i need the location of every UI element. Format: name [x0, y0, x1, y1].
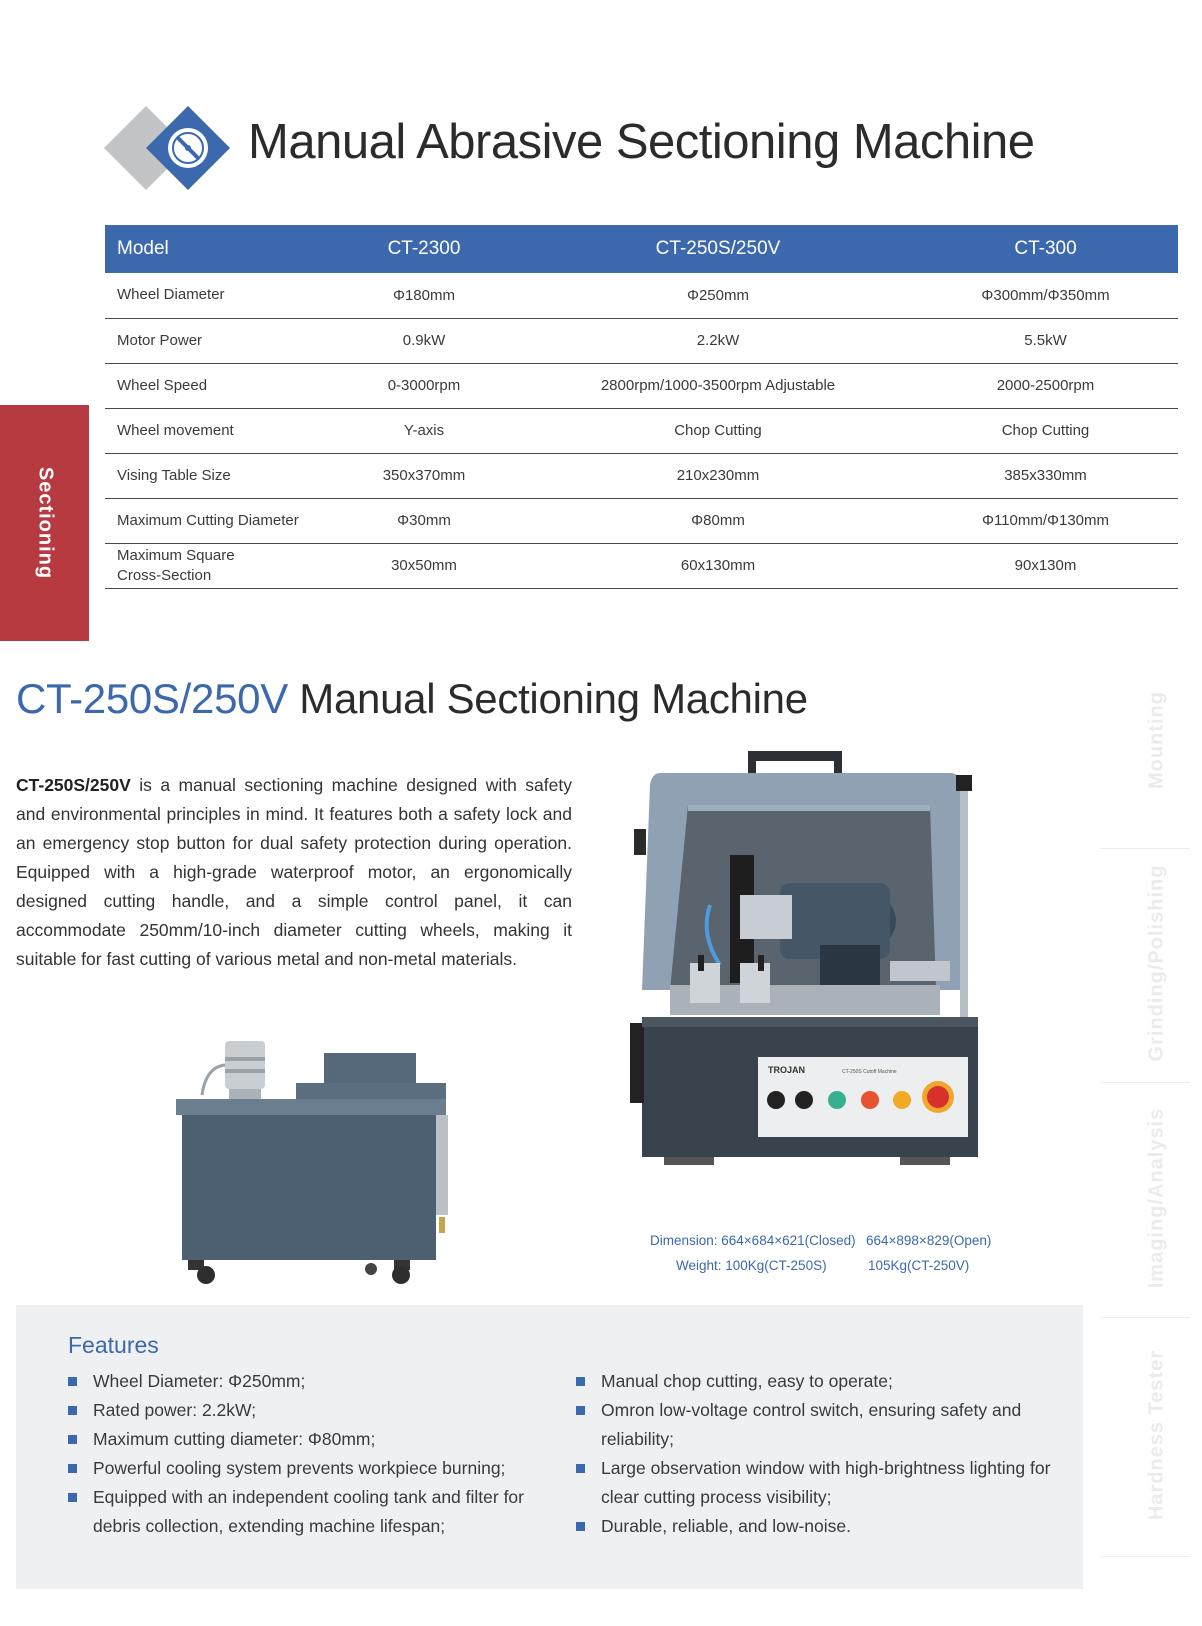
panel-model: CT-250S Cutoff Machine: [842, 1069, 897, 1075]
side-tab-label: Grinding/Polishing: [1145, 864, 1168, 1061]
table-row: [105, 543, 1178, 588]
table-cell: 2.2kW: [523, 318, 913, 363]
table-cell: 60x130mm: [523, 543, 913, 588]
features-panel: [16, 1305, 1083, 1589]
spec-table: [105, 225, 1178, 589]
section-title-model: CT-250S/250V: [16, 675, 288, 722]
table-cell: Chop Cutting: [523, 408, 913, 453]
side-tab-label: Hardness Tester: [1145, 1349, 1168, 1521]
list-item: Manual chop cutting, easy to operate;: [576, 1367, 1054, 1396]
dimension-closed: Dimension: 664×684×621(Closed): [650, 1233, 856, 1248]
table-cell: 2000-2500rpm: [913, 363, 1178, 408]
side-divider: [1100, 848, 1190, 849]
list-item: Wheel Diameter: Φ250mm;: [68, 1367, 568, 1396]
row-label: Wheel movement: [105, 408, 325, 453]
table-cell: Φ300mm/Φ350mm: [913, 273, 1178, 318]
table-row: [105, 273, 1178, 318]
table-cell: Φ250mm: [523, 273, 913, 318]
table-cell: 350x370mm: [325, 453, 523, 498]
row-label: Motor Power: [105, 318, 325, 363]
side-divider: [1100, 1317, 1190, 1318]
column-header: CT-2300: [325, 225, 523, 273]
column-header: CT-300: [913, 225, 1178, 273]
weight-250s: Weight: 100Kg(CT-250S): [676, 1258, 827, 1273]
side-tab-imaging-analysis[interactable]: [1112, 1085, 1202, 1310]
column-header: CT-250S/250V: [523, 225, 913, 273]
list-item: Rated power: 2.2kW;: [68, 1396, 568, 1425]
row-label: Wheel Diameter: [105, 273, 325, 318]
side-tab-hardness-tester[interactable]: [1112, 1320, 1202, 1550]
list-item: Durable, reliable, and low-noise.: [576, 1512, 1054, 1541]
features-list-left: [68, 1367, 568, 1541]
spec-table-header: [105, 225, 1178, 273]
list-item: Equipped with an independent cooling tank and filter for debris collection, extending machine lifespan;: [68, 1483, 568, 1541]
features-title: Features: [68, 1332, 159, 1358]
side-tab-label: Sectioning: [34, 466, 56, 580]
table-cell: Φ110mm/Φ130mm: [913, 498, 1178, 543]
page-title: Manual Abrasive Sectioning Machine: [248, 115, 1035, 169]
table-cell: 30x50mm: [325, 543, 523, 588]
table-cell: 385x330mm: [913, 453, 1178, 498]
weight-250v: 105Kg(CT-250V): [868, 1258, 970, 1273]
side-tab-label: Mounting: [1145, 691, 1168, 789]
table-cell: 210x230mm: [523, 453, 913, 498]
features-list-right: [576, 1367, 1054, 1541]
side-divider: [1100, 1082, 1190, 1083]
side-tab-mounting[interactable]: [1112, 640, 1202, 840]
table-cell: Y-axis: [325, 408, 523, 453]
section-title: [16, 675, 808, 723]
panel-brand: TROJAN: [768, 1065, 806, 1075]
table-cell: 2800rpm/1000-3500rpm Adjustable: [523, 363, 913, 408]
table-row: [105, 498, 1178, 543]
table-row: [105, 318, 1178, 363]
description-model: CT-250S/250V: [16, 775, 131, 795]
side-tab-label: Imaging/Analysis: [1145, 1107, 1168, 1288]
row-label-text: Maximum Square Cross-Section: [117, 546, 235, 584]
description-text: is a manual sectioning machine designed with safety and environmental principles in mind. It features both a safety lock and an emergency stop button for dual safety protection during operation. Equipped with a high-grade waterproof motor, an ergonomically designed cutting handle, and a simple control panel, it can accommodate 250mm/10-inch diameter cutting wheels, making it suitable for fast cutting of various metal and non-metal materials.: [16, 775, 572, 969]
side-divider: [1100, 1556, 1190, 1557]
table-cell: Φ80mm: [523, 498, 913, 543]
table-row: [105, 408, 1178, 453]
sectioning-disc-icon: [104, 104, 236, 192]
table-cell: Chop Cutting: [913, 408, 1178, 453]
dimension-open: 664×898×829(Open): [866, 1233, 992, 1248]
list-item: Powerful cooling system prevents workpiece burning;: [68, 1454, 568, 1483]
cooling-tank-image: [176, 1037, 466, 1285]
table-cell: Φ180mm: [325, 273, 523, 318]
table-cell: Φ30mm: [325, 498, 523, 543]
product-description: [16, 771, 572, 974]
side-tab-sectioning[interactable]: [0, 405, 89, 641]
table-cell: 5.5kW: [913, 318, 1178, 363]
table-cell: 0-3000rpm: [325, 363, 523, 408]
table-cell: 0.9kW: [325, 318, 523, 363]
table-row: [105, 453, 1178, 498]
list-item: Maximum cutting diameter: Φ80mm;: [68, 1425, 568, 1454]
side-tab-grinding-polishing[interactable]: [1112, 850, 1202, 1075]
row-label: Wheel Speed: [105, 363, 325, 408]
row-label: [105, 543, 325, 588]
ct250-machine-image: [630, 745, 1024, 1205]
list-item: Omron low-voltage control switch, ensuring safety and reliability;: [576, 1396, 1054, 1454]
table-cell: 90x130m: [913, 543, 1178, 588]
column-header: Model: [105, 225, 325, 273]
list-item: Large observation window with high-brightness lighting for clear cutting process visibility;: [576, 1454, 1054, 1512]
section-title-text: Manual Sectioning Machine: [287, 675, 808, 722]
row-label: Vising Table Size: [105, 453, 325, 498]
table-row: [105, 363, 1178, 408]
row-label: Maximum Cutting Diameter: [105, 498, 325, 543]
